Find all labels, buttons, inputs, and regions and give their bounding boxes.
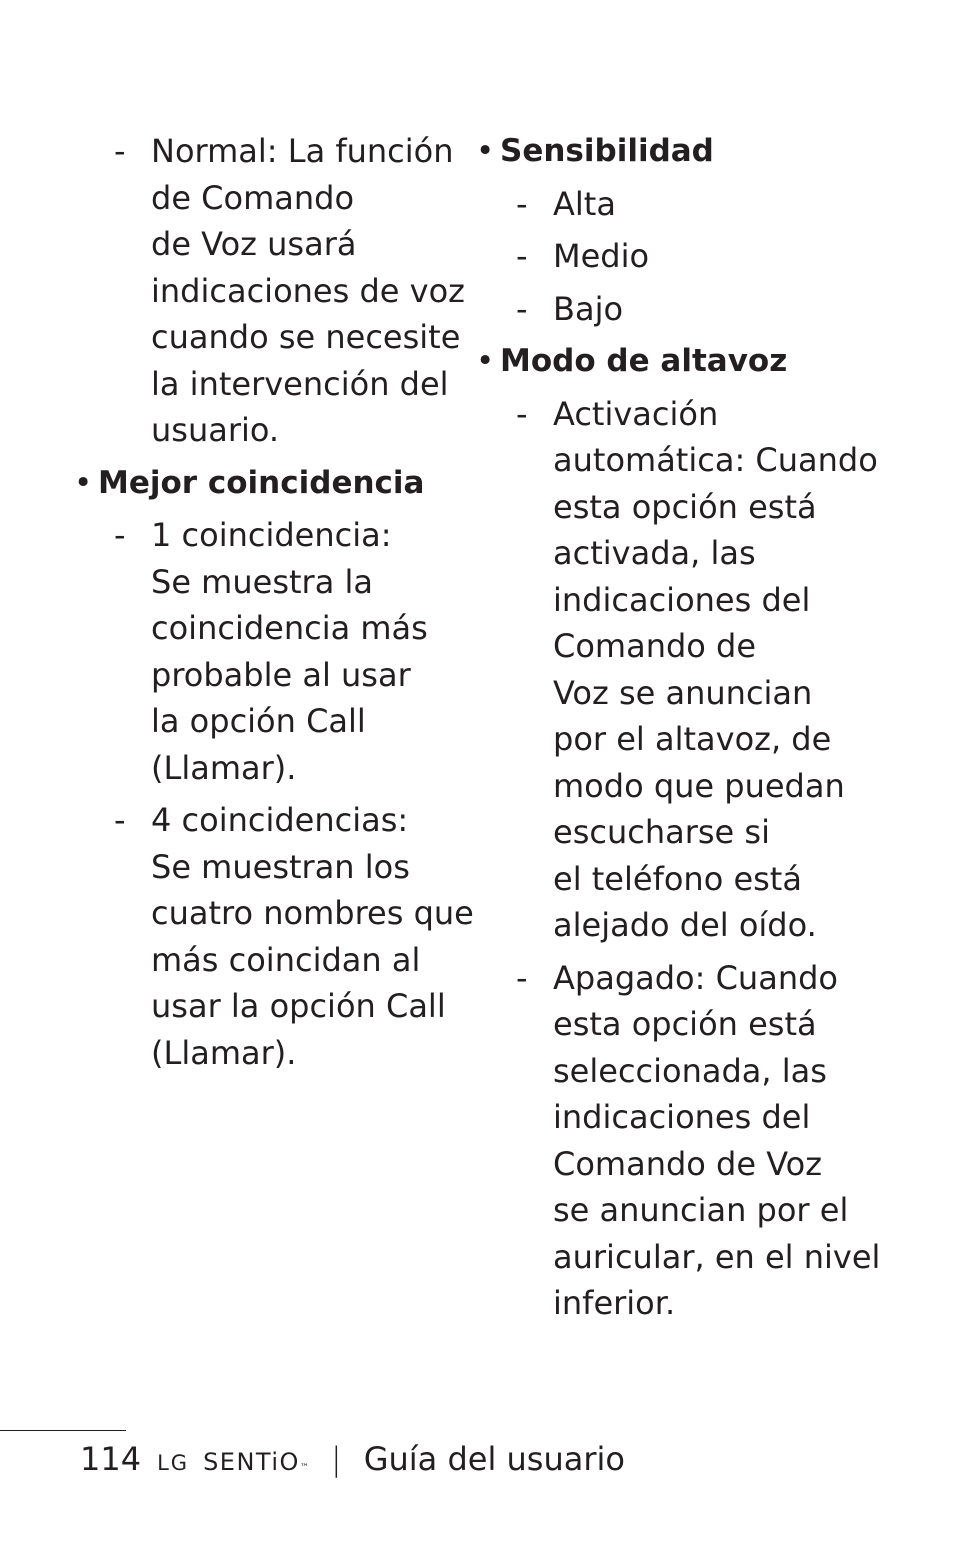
list-dash: - (516, 289, 528, 328)
bullet-icon: • (476, 133, 495, 169)
list-dash: - (516, 184, 528, 223)
off-text: Apagado: Cuando esta opción está seleccionada, las indicaciones del Comando de Voz se anuncian por el auricular, en el nivel inferior. (553, 958, 881, 1322)
off-item (476, 955, 896, 1327)
four-matches-text: 4 coincidencias: Se muestran los cuatro nombres que más coincidan al usar la opción Call (Llamar). (151, 801, 474, 1072)
speaker-mode-heading (476, 338, 896, 385)
sensitivity-medium-text: Medio (553, 237, 650, 275)
best-match-heading-text: Mejor coincidencia (98, 464, 425, 501)
footer-rule (0, 1430, 126, 1431)
one-match-text: 1 coincidencia: Se muestra la coincidencia más probable al usar la opción Call (Llamar). (151, 516, 428, 787)
left-column (74, 128, 474, 1076)
normal-item-text: Normal: La función de Comando de Voz usará indicaciones de voz cuando se necesite la intervención del usuario. (151, 132, 465, 449)
list-dash: - (516, 394, 528, 433)
list-dash: - (516, 237, 528, 275)
footer-separator: | (330, 1440, 342, 1478)
best-match-heading (74, 460, 474, 507)
list-dash: - (114, 132, 126, 170)
auto-activation-text: Activación automática: Cuando esta opción está activada, las indicaciones del Comando de Voz se anuncian por el altavoz, de modo que puedan escucharse si el teléfono está alejado del oído. (553, 394, 878, 944)
guide-title: Guía del usuario (363, 1440, 625, 1478)
auto-activation-item (476, 391, 896, 949)
sensitivity-medium-item (476, 233, 896, 280)
right-column (476, 128, 896, 1327)
bullet-icon: • (74, 464, 93, 501)
sensitivity-high-text: Alta (553, 184, 616, 223)
bullet-icon: • (476, 343, 495, 379)
list-dash: - (516, 958, 528, 997)
sensitivity-heading-text: Sensibilidad (500, 133, 714, 169)
model-name: SENTiO (203, 1448, 300, 1476)
four-matches-item (74, 797, 474, 1076)
page-number: 114 (80, 1440, 142, 1478)
sensitivity-low-item (476, 286, 896, 333)
page-footer (80, 1440, 625, 1490)
one-match-item (74, 512, 474, 791)
list-dash: - (114, 516, 126, 554)
sensitivity-high-item (476, 181, 896, 228)
trademark-symbol: ™ (299, 1463, 309, 1473)
sensitivity-heading (476, 128, 896, 175)
sensitivity-low-text: Bajo (553, 289, 624, 328)
normal-item (74, 128, 474, 454)
list-dash: - (114, 801, 126, 839)
brand-logo: LG (157, 1451, 190, 1475)
speaker-mode-heading-text: Modo de altavoz (500, 343, 788, 379)
